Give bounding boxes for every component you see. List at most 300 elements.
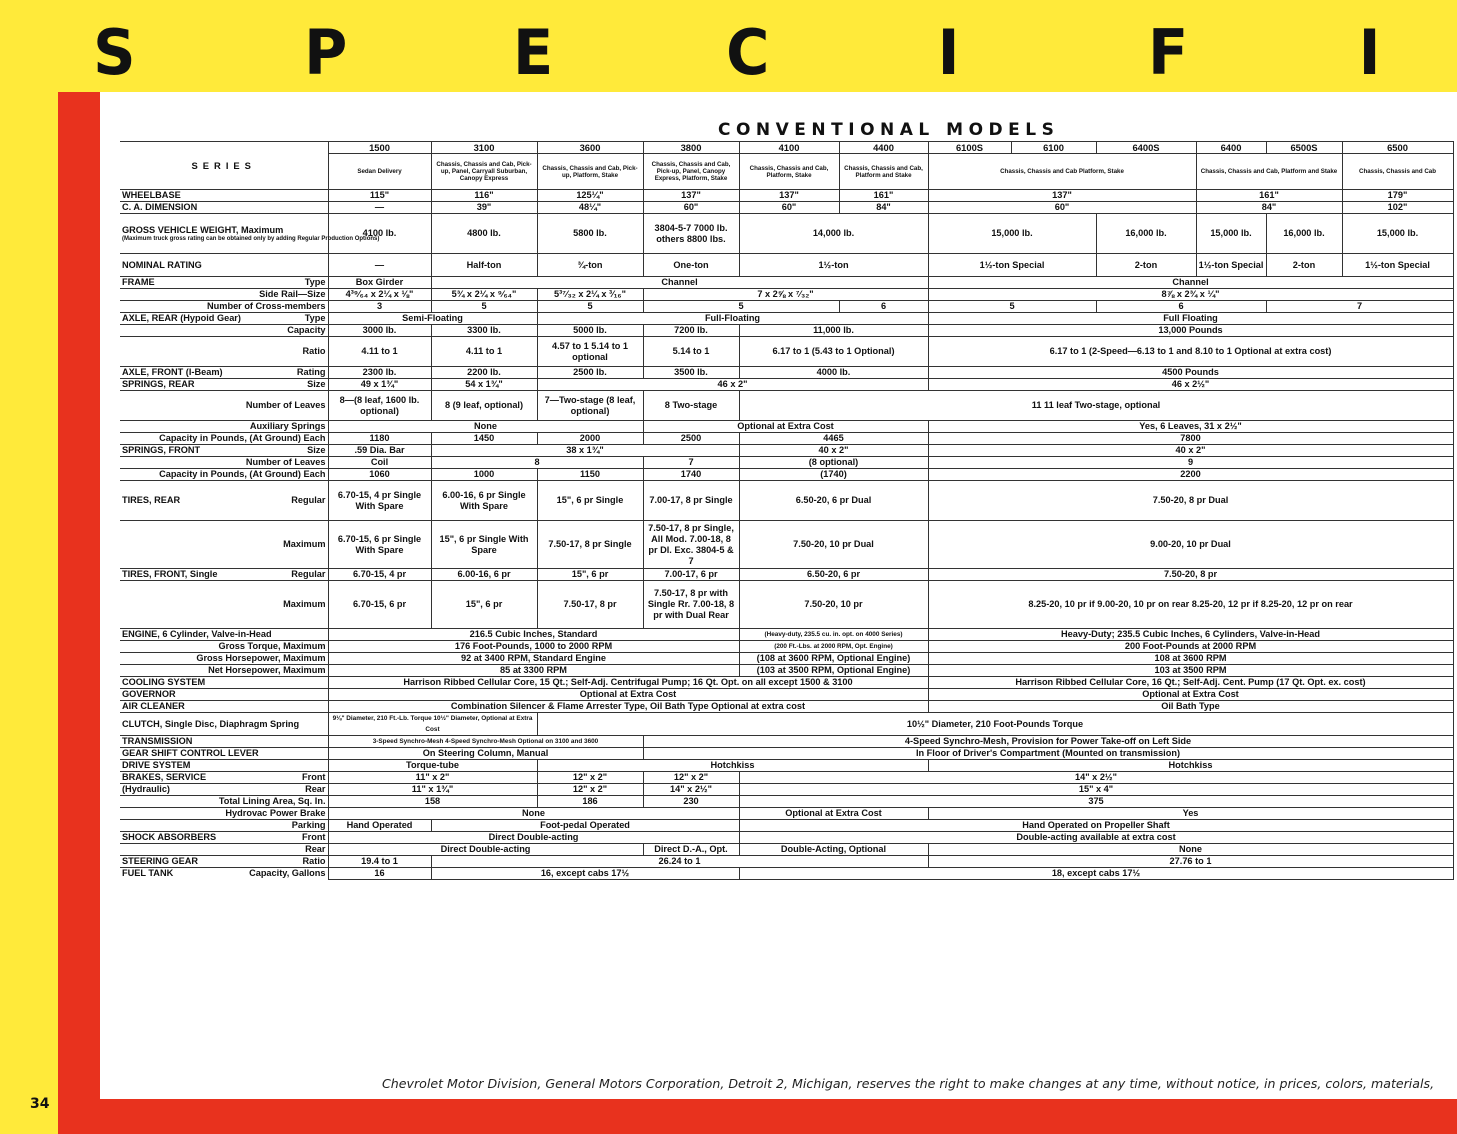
desc-6400: Chassis, Chassis and Cab, Platform and Stake	[1196, 154, 1342, 190]
row-label	[120, 521, 328, 569]
cell: 15" x 4"	[739, 784, 1453, 796]
row-label	[120, 844, 328, 856]
cell: 216.5 Cubic Inches, Standard	[328, 629, 739, 641]
banner-letter: P	[304, 16, 348, 89]
banner-letter: C	[726, 16, 770, 89]
cell: 158	[328, 796, 537, 808]
row-label: GEAR SHIFT CONTROL LEVER	[120, 748, 328, 760]
cell: Optional at Extra Cost	[928, 689, 1453, 701]
cell: 7.50-17, 8 pr Single	[537, 521, 643, 569]
spec-table	[120, 141, 1454, 880]
desc-3800: Chassis, Chassis and Cab, Pick-up, Panel, Canopy Express, Platform, Stake	[643, 154, 739, 190]
row-steering	[120, 856, 1453, 868]
row-label	[120, 808, 328, 820]
cell: 8—(8 leaf, 1600 lb. optional)	[328, 391, 431, 421]
row-label	[120, 641, 328, 653]
cell: 4³⁹⁄₆₄ x 2¼ x ⅛"	[328, 289, 431, 301]
cell: 14" x 2½"	[643, 784, 739, 796]
row-gear-shift	[120, 748, 1453, 760]
row-label	[120, 289, 328, 301]
cell: 49 x 1¾"	[328, 379, 431, 391]
cell: 15,000 lb.	[1342, 214, 1453, 254]
shock-front-sub: Front	[302, 832, 326, 842]
row-label	[120, 784, 328, 796]
row-ratio	[120, 337, 1453, 367]
row-label	[120, 379, 328, 391]
cell: 7.50-20, 8 pr	[928, 569, 1453, 581]
cell: Optional at Extra Cost	[643, 421, 928, 433]
cell: 15", 6 pr	[537, 569, 643, 581]
cell: Full Floating	[928, 313, 1453, 325]
cell: 137"	[643, 190, 739, 202]
row-label	[120, 868, 328, 880]
cell: 161"	[1196, 190, 1342, 202]
banner-letter: S	[93, 16, 136, 89]
row-label	[120, 391, 328, 421]
cell: 2500	[643, 433, 739, 445]
cell: 103 at 3500 RPM	[928, 665, 1453, 677]
cell: On Steering Column, Manual	[328, 748, 643, 760]
cell: 6.00-16, 6 pr Single With Spare	[431, 481, 537, 521]
cell: Harrison Ribbed Cellular Core, 15 Qt.; Self-Adj. Centrifugal Pump; 16 Qt. Opt. on all except 1500 & 3100	[328, 677, 928, 689]
cell: 9.00-20, 10 pr Dual	[928, 521, 1453, 569]
row-shock-front	[120, 832, 1453, 844]
cell: 7.50-20, 10 pr	[739, 581, 928, 629]
page-number: 34	[30, 1096, 50, 1112]
capacity-front-sub: Capacity in Pounds, (At Ground) Each	[159, 469, 326, 479]
row-label: NOMINAL RATING	[120, 254, 328, 277]
cell: 48¼"	[537, 202, 643, 214]
cell: 5800 lb.	[537, 214, 643, 254]
cell: 5³⁷⁄₃₂ x 2¼ x ³⁄₁₆"	[537, 289, 643, 301]
cell: —	[328, 202, 431, 214]
cell: (8 optional)	[739, 457, 928, 469]
cell: 16	[328, 868, 431, 880]
cell: Optional at Extra Cost	[328, 689, 928, 701]
cell: 6.70-15, 6 pr	[328, 581, 431, 629]
desc-3100: Chassis, Chassis and Cab, Pick-up, Panel, Carryall Suburban, Canopy Express	[431, 154, 537, 190]
fuel-sub: Capacity, Gallons	[249, 868, 326, 879]
cell: None	[928, 844, 1453, 856]
cell: (200 Ft.-Lbs. at 2000 RPM, Opt. Engine)	[739, 641, 928, 653]
cell: 14" x 2½"	[739, 772, 1453, 784]
cell: 5	[537, 301, 643, 313]
gvw-label: GROSS VEHICLE WEIGHT, Maximum	[122, 224, 284, 235]
axle-rear-label: AXLE, REAR (Hypoid Gear)	[122, 313, 241, 323]
cell: Harrison Ribbed Cellular Core, 16 Qt.; Self-Adj. Cent. Pump (17 Qt. Opt. ex. cost)	[928, 677, 1453, 689]
cell: 16, except cabs 17½	[431, 868, 739, 880]
cell: 2000	[537, 433, 643, 445]
cell: 2-ton	[1266, 254, 1342, 277]
cell: 3500 lb.	[643, 367, 739, 379]
row-tires-front	[120, 569, 1453, 581]
cell: 3	[328, 301, 431, 313]
cell: 176 Foot-Pounds, 1000 to 2000 RPM	[328, 641, 739, 653]
desc-1500: Sedan Delivery	[328, 154, 431, 190]
parking-sub: Parking	[291, 820, 326, 830]
row-label	[120, 820, 328, 832]
desc-6500: Chassis, Chassis and Cab	[1342, 154, 1453, 190]
cell: 40 x 2"	[739, 445, 928, 457]
frame-sub: Type	[304, 277, 326, 287]
cell: 6.17 to 1 (2-Speed—6.13 to 1 and 8.10 to 1 Optional at extra cost)	[928, 337, 1453, 367]
cell: 15,000 lb.	[928, 214, 1096, 254]
cell: 1½-ton Special	[1196, 254, 1266, 277]
row-label: DRIVE SYSTEM	[120, 760, 328, 772]
cell: Yes	[928, 808, 1453, 820]
cell: 375	[739, 796, 1453, 808]
cell: 7 x 2⅝ x ⁷⁄₃₂"	[643, 289, 928, 301]
cell: 16,000 lb.	[1266, 214, 1342, 254]
cell: Hotchkiss	[537, 760, 928, 772]
row-axle-rear	[120, 313, 1453, 325]
row-label: AIR CLEANER	[120, 701, 328, 713]
springs-rear-sub: Size	[307, 379, 326, 389]
cell: 230	[643, 796, 739, 808]
cell: 15", 6 pr Single	[537, 481, 643, 521]
gvw-note: (Maximum truck gross rating can be obtained only by adding Regular Production Options)	[122, 235, 380, 242]
brakes-label: BRAKES, SERVICE	[122, 772, 207, 782]
series-label: SERIES	[120, 142, 328, 190]
cell: 137"	[928, 190, 1196, 202]
cell: 8 (9 leaf, optional)	[431, 391, 537, 421]
cell: 1450	[431, 433, 537, 445]
cell: 5.14 to 1	[643, 337, 739, 367]
row-transmission	[120, 736, 1453, 748]
cell: Coil	[328, 457, 431, 469]
cell: 84"	[1196, 202, 1342, 214]
row-label	[120, 367, 328, 379]
cell: Hand Operated on Propeller Shaft	[739, 820, 1453, 832]
cell: 4.11 to 1	[431, 337, 537, 367]
shock-rear-sub: Rear	[305, 844, 326, 854]
row-brakes-front	[120, 772, 1453, 784]
cell: 7.50-17, 8 pr	[537, 581, 643, 629]
row-label	[120, 337, 328, 367]
cell: 7200 lb.	[643, 325, 739, 337]
banner	[0, 0, 1457, 95]
row-drive-system	[120, 760, 1453, 772]
row-gvw	[120, 214, 1453, 254]
tires-rear-max-sub: Maximum	[283, 539, 326, 549]
cell: 125¼"	[537, 190, 643, 202]
cell: 200 Foot-Pounds at 2000 RPM	[928, 641, 1453, 653]
cell: 9	[928, 457, 1453, 469]
hydraulic-label: (Hydraulic)	[122, 784, 170, 794]
cell: 11" x 1¾"	[328, 784, 537, 796]
cell: 7.50-20, 8 pr Dual	[928, 481, 1453, 521]
row-clutch	[120, 713, 1453, 736]
cell: 1060	[328, 469, 431, 481]
cell: 19.4 to 1	[328, 856, 431, 868]
brakes-front-sub: Front	[302, 772, 326, 782]
row-torque	[120, 641, 1453, 653]
row-label: GOVERNOR	[120, 689, 328, 701]
cell: 8⅞ x 2¾ x ¼"	[928, 289, 1453, 301]
cell: 12" x 2"	[537, 784, 643, 796]
cell: 26.24 to 1	[431, 856, 928, 868]
footer-disclaimer: Chevrolet Motor Division, General Motors Corporation, Detroit 2, Michigan, reserves the right to make changes at any time, without notice, in prices, colors, materials,	[382, 1076, 1435, 1091]
cell: 27.76 to 1	[928, 856, 1453, 868]
steering-label: STEERING GEAR	[122, 856, 199, 866]
row-lining-area	[120, 796, 1453, 808]
cell: 108 at 3600 RPM	[928, 653, 1453, 665]
cell: Foot-pedal Operated	[431, 820, 739, 832]
desc-4400: Chassis, Chassis and Cab, Platform and Stake	[839, 154, 928, 190]
axle-front-sub: Rating	[296, 367, 326, 377]
model-6500s: 6500S	[1266, 142, 1342, 154]
row-side-rail	[120, 289, 1453, 301]
row-cooling	[120, 677, 1453, 689]
cell: 6	[1096, 301, 1266, 313]
cell: 8.25-20, 10 pr if 9.00-20, 10 pr on rear 8.25-20, 12 pr if 8.25-20, 12 pr on rear	[928, 581, 1453, 629]
cell: Semi-Floating	[328, 313, 537, 325]
cell: 4800 lb.	[431, 214, 537, 254]
cell: 6.50-20, 6 pr Dual	[739, 481, 928, 521]
cell: 6.50-20, 6 pr	[739, 569, 928, 581]
row-label: C. A. DIMENSION	[120, 202, 328, 214]
row-label	[120, 469, 328, 481]
cell: Direct D.-A., Opt.	[643, 844, 739, 856]
cell: 6.00-16, 6 pr	[431, 569, 537, 581]
cell: 7.00-17, 8 pr Single	[643, 481, 739, 521]
row-governor	[120, 689, 1453, 701]
brakes-rear-sub: Rear	[305, 784, 326, 794]
cell: Optional at Extra Cost	[739, 808, 928, 820]
cell: 4500 Pounds	[928, 367, 1453, 379]
desc-6100: Chassis, Chassis and Cab Platform, Stake	[928, 154, 1196, 190]
cell: 1150	[537, 469, 643, 481]
cell: Channel	[928, 277, 1453, 289]
cell: Hotchkiss	[928, 760, 1453, 772]
cell: (1740)	[739, 469, 928, 481]
row-nominal-rating	[120, 254, 1453, 277]
leaves-front-sub: Number of Leaves	[245, 457, 326, 467]
model-6500: 6500	[1342, 142, 1453, 154]
cell: 12" x 2"	[643, 772, 739, 784]
springs-front-label: SPRINGS, FRONT	[122, 445, 201, 455]
cell: 2-ton	[1096, 254, 1196, 277]
banner-letter: E	[513, 16, 554, 89]
cell: 38 x 1¾"	[431, 445, 739, 457]
banner-letter: I	[1358, 16, 1381, 89]
cell: 3804-5-7 7000 lb. others 8800 lbs.	[643, 214, 739, 254]
tires-rear-sub: Regular	[291, 495, 326, 505]
row-label: ENGINE, 6 Cylinder, Valve-in-Head	[120, 629, 328, 641]
cell: 18, except cabs 17½	[739, 868, 1453, 880]
ratio-sub: Ratio	[302, 346, 326, 356]
cell: 92 at 3400 RPM, Standard Engine	[328, 653, 739, 665]
row-label	[120, 421, 328, 433]
cell: 115"	[328, 190, 431, 202]
cell: 40 x 2"	[928, 445, 1453, 457]
row-label	[120, 665, 328, 677]
row-capacity-front	[120, 469, 1453, 481]
shock-label: SHOCK ABSORBERS	[122, 832, 217, 842]
cell: 179"	[1342, 190, 1453, 202]
cell: Half-ton	[431, 254, 537, 277]
cell: 5	[643, 301, 839, 313]
cell: 7800	[928, 433, 1453, 445]
fuel-label: FUEL TANK	[122, 868, 174, 879]
model-4400: 4400	[839, 142, 928, 154]
cell: 6	[839, 301, 928, 313]
row-parking	[120, 820, 1453, 832]
model-1500: 1500	[328, 142, 431, 154]
cell: Oil Bath Type	[928, 701, 1453, 713]
cell: 14,000 lb.	[739, 214, 928, 254]
cell: 60"	[739, 202, 839, 214]
model-4100: 4100	[739, 142, 839, 154]
frame-label: FRAME	[122, 277, 155, 287]
row-gross-hp	[120, 653, 1453, 665]
row-label	[120, 856, 328, 868]
model-3600: 3600	[537, 142, 643, 154]
row-label	[120, 581, 328, 629]
cell: 7	[643, 457, 739, 469]
row-axle-front	[120, 367, 1453, 379]
cell: Double-Acting, Optional	[739, 844, 928, 856]
cell: 12" x 2"	[537, 772, 643, 784]
cell: 2500 lb.	[537, 367, 643, 379]
row-label	[120, 301, 328, 313]
cell: 5	[431, 301, 537, 313]
row-tires-rear	[120, 481, 1453, 521]
cell: 10½" Diameter, 210 Foot-Pounds Torque	[537, 713, 1453, 736]
row-label	[120, 457, 328, 469]
row-ca-dimension	[120, 202, 1453, 214]
row-label	[120, 772, 328, 784]
cell: 4.57 to 1 5.14 to 1 optional	[537, 337, 643, 367]
axle-front-label: AXLE, FRONT (I-Beam)	[122, 367, 223, 377]
cell: 7	[1266, 301, 1453, 313]
row-tires-rear-max	[120, 521, 1453, 569]
cell: 60"	[928, 202, 1196, 214]
model-6400s: 6400S	[1096, 142, 1196, 154]
cell: 186	[537, 796, 643, 808]
banner-letter: F	[1148, 16, 1189, 89]
cell: Direct Double-acting	[328, 832, 739, 844]
steering-sub: Ratio	[302, 856, 326, 866]
cell: 8	[431, 457, 643, 469]
cell: Double-acting available at extra cost	[739, 832, 1453, 844]
row-tires-front-max	[120, 581, 1453, 629]
springs-rear-label: SPRINGS, REAR	[122, 379, 195, 389]
cell: 1180	[328, 433, 431, 445]
row-label	[120, 445, 328, 457]
cell: 2200 lb.	[431, 367, 537, 379]
row-label: TRANSMISSION	[120, 736, 328, 748]
springs-front-sub: Size	[307, 445, 326, 455]
capacity-sub: Capacity	[287, 325, 326, 335]
gross-hp-sub: Gross Horsepower, Maximum	[196, 653, 326, 663]
cell: 116"	[431, 190, 537, 202]
cell: Box Girder	[328, 277, 431, 289]
model-3100: 3100	[431, 142, 537, 154]
row-label	[120, 277, 328, 289]
row-label: CLUTCH, Single Disc, Diaphragm Spring	[120, 713, 328, 736]
cell: 6.70-15, 4 pr Single With Spare	[328, 481, 431, 521]
cell: None	[328, 421, 643, 433]
torque-sub: Gross Torque, Maximum	[218, 641, 326, 651]
cell: 8 Two-stage	[643, 391, 739, 421]
row-wheelbase	[120, 190, 1453, 202]
cell: 4465	[739, 433, 928, 445]
desc-4100: Chassis, Chassis and Cab, Platform, Stake	[739, 154, 839, 190]
leaves-rear-sub: Number of Leaves	[245, 400, 326, 410]
cell: In Floor of Driver's Compartment (Mounted on transmission)	[643, 748, 1453, 760]
cell: 1740	[643, 469, 739, 481]
tires-front-max-sub: Maximum	[283, 599, 326, 609]
cell: (108 at 3600 RPM, Optional Engine)	[739, 653, 928, 665]
tires-front-label: TIRES, FRONT, Single	[122, 569, 218, 579]
model-6400: 6400	[1196, 142, 1266, 154]
cell: 9⅛" Diameter, 210 Ft.-Lb. Torque 10½" Diameter, Optional at Extra Cost	[328, 713, 537, 736]
cell: 54 x 1¾"	[431, 379, 537, 391]
tires-rear-label: TIRES, REAR	[122, 495, 181, 505]
net-hp-sub: Net Horsepower, Maximum	[208, 665, 326, 675]
cell: 7.50-17, 8 pr Single, All Mod. 7.00-18, 8 pr Dl. Exc. 3804-5 & 7	[643, 521, 739, 569]
cell: 3-Speed Synchro-Mesh 4-Speed Synchro-Mesh Optional on 3100 and 3600	[328, 736, 643, 748]
model-6100: 6100	[1011, 142, 1096, 154]
cell: 46 x 2½"	[928, 379, 1453, 391]
cell: Combination Silencer & Flame Arrester Type, Oil Bath Type Optional at extra cost	[328, 701, 928, 713]
page-title: CONVENTIONAL MODELS	[718, 120, 1060, 140]
row-label	[120, 313, 328, 325]
cell: 15", 6 pr Single With Spare	[431, 521, 537, 569]
cell: Torque-tube	[328, 760, 537, 772]
cell: 1000	[431, 469, 537, 481]
aux-springs-sub: Auxiliary Springs	[249, 421, 326, 431]
cell: 1½-ton	[739, 254, 928, 277]
row-leaves-rear	[120, 391, 1453, 421]
row-label	[120, 481, 328, 521]
cell: 6.70-15, 4 pr	[328, 569, 431, 581]
row-brakes-rear	[120, 784, 1453, 796]
cell: 15,000 lb.	[1196, 214, 1266, 254]
cell: Yes, 6 Leaves, 31 x 2½"	[928, 421, 1453, 433]
cell: 3300 lb.	[431, 325, 537, 337]
banner-letter: I	[937, 16, 960, 89]
row-label: COOLING SYSTEM	[120, 677, 328, 689]
cell: 84"	[839, 202, 928, 214]
cell: 6.70-15, 6 pr Single With Spare	[328, 521, 431, 569]
cell: One-ton	[643, 254, 739, 277]
row-label	[120, 832, 328, 844]
row-label	[120, 569, 328, 581]
cell: 13,000 Pounds	[928, 325, 1453, 337]
row-cross-members	[120, 301, 1453, 313]
model-3800: 3800	[643, 142, 739, 154]
cell: (Heavy-duty, 235.5 cu. in. opt. on 4000 Series)	[739, 629, 928, 641]
row-aux-springs	[120, 421, 1453, 433]
row-frame	[120, 277, 1453, 289]
row-label	[120, 796, 328, 808]
lining-sub: Total Lining Area, Sq. In.	[218, 796, 326, 806]
cell: 46 x 2"	[537, 379, 928, 391]
cell: 1½-ton Special	[1342, 254, 1453, 277]
cell: 161"	[839, 190, 928, 202]
cell: 11" x 2"	[328, 772, 537, 784]
cell: Hand Operated	[328, 820, 431, 832]
row-axle-capacity	[120, 325, 1453, 337]
cell: 11 11 leaf Two-stage, optional	[739, 391, 1453, 421]
cell: 2300 lb.	[328, 367, 431, 379]
row-hydrovac	[120, 808, 1453, 820]
row-label	[120, 433, 328, 445]
cell: —	[328, 254, 431, 277]
row-engine	[120, 629, 1453, 641]
